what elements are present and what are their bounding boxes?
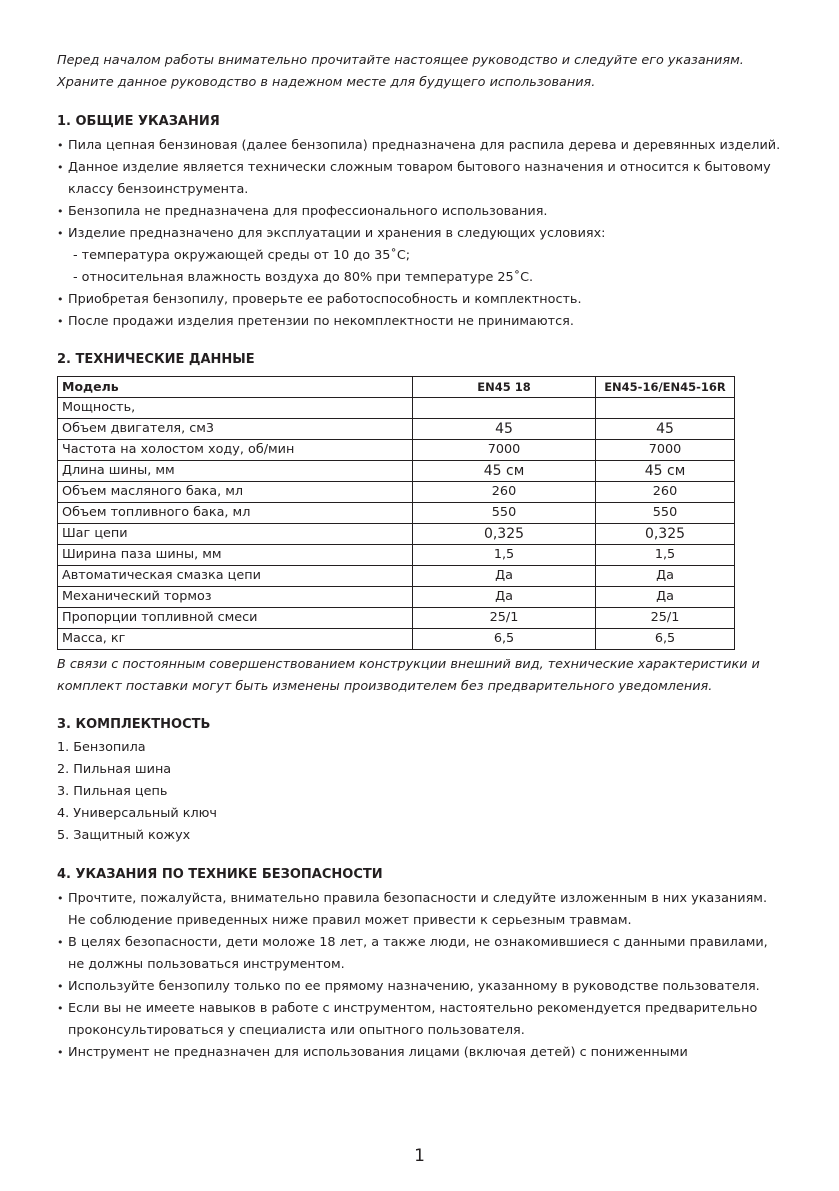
list-item: • Прочтите, пожалуйста, внимательно правила безопасности и следуйте изложенным в них указаниям. Не соблюдение приведенных ниже правил может привести к серьезным травмам. (57, 888, 787, 932)
table-row (58, 608, 735, 629)
value-cell: Да (413, 566, 596, 587)
conditions-sublist (57, 245, 787, 289)
list-item: 4. Универсальный ключ (57, 806, 217, 821)
param-cell: Механический тормоз (58, 587, 413, 608)
section-1-title: 1. ОБЩИЕ УКАЗАНИЯ (57, 114, 220, 129)
value-cell: 45 см (596, 461, 735, 482)
table-row (58, 587, 735, 608)
param-cell: Ширина паза шины, мм (58, 545, 413, 566)
section-3-title: 3. КОМПЛЕКТНОСТЬ (57, 717, 211, 732)
param-cell: Автоматическая смазка цепи (58, 566, 413, 587)
list-item: 3. Пильная цепь (57, 784, 168, 799)
param-cell: Мощность, (58, 398, 413, 419)
param-cell: Объем масляного бака, мл (58, 482, 413, 503)
value-cell: Да (413, 587, 596, 608)
param-cell: Частота на холостом ходу, об/мин (58, 440, 413, 461)
header-en45-16: EN45-16/EN45-16R (596, 377, 735, 398)
value-cell: 25/1 (596, 608, 735, 629)
value-cell: Да (596, 566, 735, 587)
list-item: • Бензопила не предназначена для профессионального использования. (57, 201, 787, 223)
value-cell: 0,325 (596, 524, 735, 545)
param-cell: Объем топливного бака, мл (58, 503, 413, 524)
value-cell: 550 (413, 503, 596, 524)
specs-table (57, 376, 735, 650)
value-cell: Да (596, 587, 735, 608)
design-change-note: В связи с постоянным совершенствованием конструкции внешний вид, технические характеристики и комплект поставки могут быть изменены производителем без предварительного уведомления. (57, 657, 760, 694)
value-cell: 45 (413, 419, 596, 440)
list-item: 1. Бензопила (57, 740, 146, 755)
list-item: • После продажи изделия претензии по некомплектности не принимаются. (57, 311, 787, 333)
table-row (58, 482, 735, 503)
intro-paragraph (57, 50, 787, 93)
section-4-title: 4. УКАЗАНИЯ ПО ТЕХНИКЕ БЕЗОПАСНОСТИ (57, 867, 383, 882)
section-2-title: 2. ТЕХНИЧЕСКИЕ ДАННЫЕ (57, 352, 255, 367)
value-cell: 25/1 (413, 608, 596, 629)
general-instructions-list-2 (57, 289, 787, 333)
list-item: • Используйте бензопилу только по ее прямому назначению, указанному в руководстве пользователя. (57, 976, 787, 998)
value-cell (413, 398, 596, 419)
table-row (58, 503, 735, 524)
page-number: 1 (414, 1146, 425, 1166)
value-cell: 6,5 (596, 629, 735, 650)
kit-contents-list (57, 737, 787, 847)
param-cell: Длина шины, мм (58, 461, 413, 482)
param-cell: Шаг цепи (58, 524, 413, 545)
header-en45-18: EN45 18 (413, 377, 596, 398)
value-cell: 1,5 (413, 545, 596, 566)
list-item: • Если вы не имеете навыков в работе с инструментом, настоятельно рекомендуется предварительно проконсультироваться у специалиста или опытного пользователя. (57, 998, 787, 1042)
value-cell: 6,5 (413, 629, 596, 650)
value-cell: 7000 (413, 440, 596, 461)
param-cell: Пропорции топливной смеси (58, 608, 413, 629)
value-cell: 550 (596, 503, 735, 524)
value-cell (596, 398, 735, 419)
list-item: 2. Пильная шина (57, 762, 172, 777)
sub-item: - температура окружающей среды от 10 до 35˚С; (73, 248, 411, 263)
value-cell: 45 см (413, 461, 596, 482)
list-item: • Пила цепная бензиновая (далее бензопила) предназначена для распила дерева и деревянных изделий. (57, 135, 787, 157)
sub-item: - относительная влажность воздуха до 80% при температуре 25˚С. (73, 270, 534, 285)
table-row (58, 440, 735, 461)
list-item: • Приобретая бензопилу, проверьте ее работоспособность и комплектность. (57, 289, 787, 311)
list-item: • Инструмент не предназначен для использования лицами (включая детей) с пониженными (57, 1042, 787, 1064)
value-cell: 260 (596, 482, 735, 503)
value-cell: 0,325 (413, 524, 596, 545)
manual-page (57, 50, 787, 1064)
intro-line-1: Перед началом работы внимательно прочитайте настоящее руководство и следуйте его указаниям. (57, 53, 744, 68)
list-item: • В целях безопасности, дети моложе 18 лет, а также люди, не ознакомившиеся с данными правилами, не должны пользоваться инструментом. (57, 932, 787, 976)
value-cell: 260 (413, 482, 596, 503)
param-cell: Объем двигателя, см3 (58, 419, 413, 440)
table-row (58, 419, 735, 440)
list-item: 5. Защитный кожух (57, 828, 191, 843)
table-row (58, 629, 735, 650)
header-model: Модель (58, 377, 413, 398)
list-item: • Данное изделие является технически сложным товаром бытового назначения и относится к бытовому классу бензоинструмента. (57, 157, 787, 201)
value-cell: 7000 (596, 440, 735, 461)
param-cell: Масса, кг (58, 629, 413, 650)
value-cell: 45 (596, 419, 735, 440)
table-row (58, 461, 735, 482)
intro-line-2: Храните данное руководство в надежном месте для будущего использования. (57, 74, 596, 90)
table-row (58, 566, 735, 587)
general-instructions-list (57, 135, 787, 245)
table-row (58, 524, 735, 545)
safety-list (57, 888, 787, 1064)
value-cell: 1,5 (596, 545, 735, 566)
table-row (58, 398, 735, 419)
table-header-row (58, 377, 735, 398)
table-row (58, 545, 735, 566)
list-item: • Изделие предназначено для эксплуатации и хранения в следующих условиях: (57, 223, 787, 245)
